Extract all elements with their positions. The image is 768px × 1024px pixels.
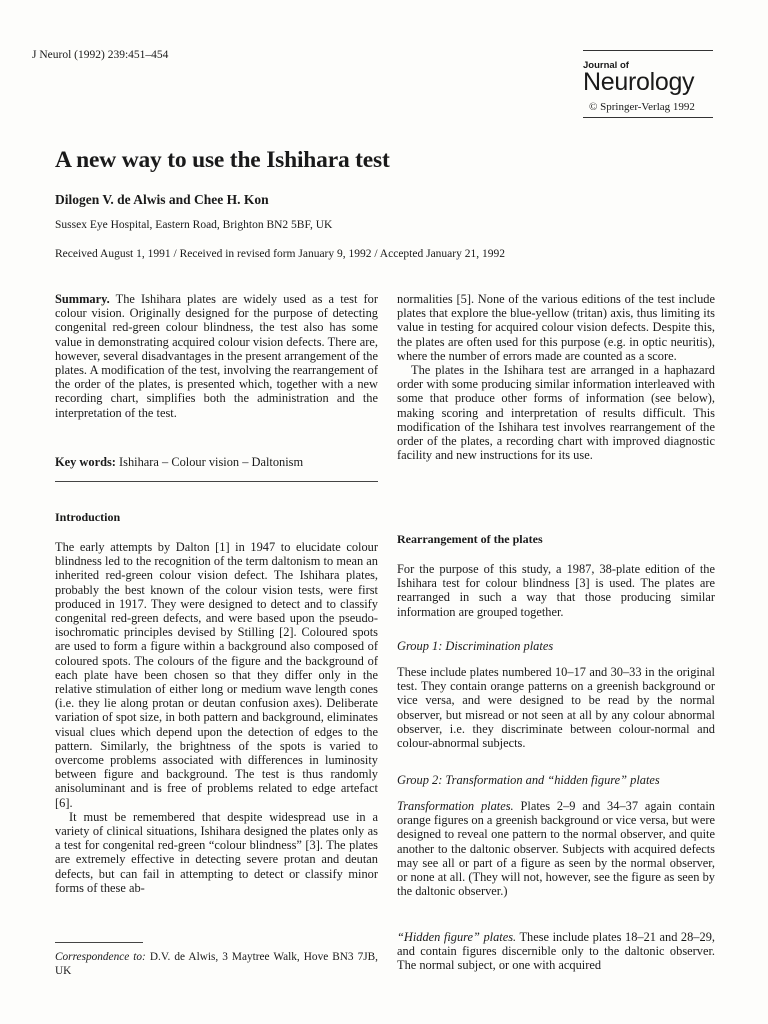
summary-block [55,292,378,420]
group1-paragraph [397,665,715,750]
correspondence-text: D.V. de Alwis, 3 Maytree Walk, Hove BN3 7JB, UK [55,951,379,977]
hidden-figure-label: “Hidden figure” plates. [397,930,517,944]
journal-masthead [583,50,713,118]
introduction-heading: Introduction [55,510,121,524]
group1-heading: Group 1: Discrimination plates [397,639,554,653]
rearrangement-heading: Rearrangement of the plates [397,532,543,546]
transformation-paragraph [397,799,715,898]
group2-heading: Group 2: Transformation and “hidden figure” plates [397,773,660,787]
summary-text: The Ishihara plates are widely used as a test for colour vision. Originally designed for the purpose of detecting congenital red-green colour blindness, the test also has some value in demonstrating acquired colour vision defects. There are, however, several disadvantages in the present arrangement of the plates. A modification of the test, involving the rearrangement of the order of the plates, is presented which, together with a new recording chart, simplifies both the administration and the interpretation of the test. [55,292,378,420]
masthead-journal-of: Journal of [583,60,629,71]
author-affiliation: Sussex Eye Hospital, Eastern Road, Brighton BN2 5BF, UK [55,219,333,231]
rearrangement-text: For the purpose of this study, a 1987, 38-plate edition of the Ishihara test for colour blindness [3] is used. The plates are rearranged in such a way that those producing similar information are grouped together. [397,562,715,619]
right-paragraph-2: The plates in the Ishihara test are arranged in a haphazard order with some producing similar information interleaved with some that produce other forms of information (see below), making scoring and interpretation of results difficult. This modification of the Ishihara test involves rearrangement of the order of the plates, a recording chart with improved diagnostic facility and new instructions for its use. [397,363,715,463]
rearrangement-paragraph [397,562,715,619]
right-paragraph-1: normalities [5]. None of the various editions of the test include plates that explore the blue-yellow (tritan) axis, thus limiting its value in testing for acquired colour vision defects. Despite this, the plates are often used for this purpose (e.g. in optic neuritis), where the number of errors made are counted as a score. [397,292,715,363]
summary-paragraph [55,292,378,420]
group1-text: These include plates numbered 10–17 and 30–33 in the original test. They contain orange patterns on a greenish background or vice versa, and were designed to be read by the normal observer, but misread or not seen at all by any colour abnormal observer, i.e. they discriminate between colour-normal and colour-abnormal subjects. [397,665,715,751]
keywords-label: Key words: [55,455,116,469]
journal-citation: J Neurol (1992) 239:451–454 [32,49,169,61]
hidden-figure-paragraph [397,930,715,973]
article-title: A new way to use the Ishihara test [55,147,390,173]
transformation-text: Plates 2–9 and 34–37 again contain orange figures on a greenish background or vice versa, but were designed to reveal one pattern to the normal observer, and quite another to the daltonic observer. Subjects with acquired defects may see all or part of a figure as seen by the normal observer, or none at all. (They will not, however, see the figure as seen by the daltonic observer.) [397,799,715,899]
hidden-figure-text: These include plates 18–21 and 28–29, and contain figures discernible only to the daltonic observer. The normal subject, or one with acquired [397,930,715,973]
received-dates: Received August 1, 1991 / Received in revised form January 9, 1992 / Accepted January 21, 1992 [55,248,505,260]
introduction-body [55,540,378,895]
footnote-divider [55,942,143,943]
introduction-paragraph-2: It must be remembered that despite widespread use in a variety of clinical situations, Ishihara designed the plates only as a test for congenital red-green “colour blindness” [3]. The plates are extremely effective in detecting severe protan and deutan defects, but can fail in attempting to detect or classify minor forms of these ab- [55,809,378,895]
masthead-copyright: © Springer-Verlag 1992 [583,101,713,118]
correspondence-label: Correspondence to: [55,951,146,963]
right-column-intro [397,292,715,462]
masthead-journal-name: Neurology [583,68,695,96]
correspondence-footnote [55,950,378,978]
keywords-divider [55,481,378,482]
summary-label: Summary. [55,292,110,306]
introduction-paragraph-1: The early attempts by Dalton [1] in 1947 to elucidate colour blindness led to the recognition of the term daltonism to mean an inherited red-green colour vision defect. The Ishihara plates, probably the best known of the colour vision tests, were first produced in 1917. They were designed to detect and to classify congenital red-green defects, and were based upon the pseudo-isochromatic principles devised by Stilling [2]. Coloured spots are used to form a figure within a background also composed of coloured spots. The colours of the figure and the background of each plate have been chosen so that they differ only in the relative stimulation of either long or medium wave length cones (i.e. they lie along protan or deutan confusion axes). Deliberate variation of spot size, in both pattern and background, eliminates visual clues which depend upon the detection of edges to the pattern. Similarly, the brightness of the spots is varied to overcome problems associated with differences in luminosity between figure and background. The test is thus randomly anisoluminant and is free of problems related to edge artefact [6]. [55,540,378,810]
transformation-label: Transformation plates. [397,799,514,813]
article-authors: Dilogen V. de Alwis and Chee H. Kon [55,192,269,207]
keywords-text: Ishihara – Colour vision – Daltonism [115,455,304,469]
keywords-line [55,455,378,469]
